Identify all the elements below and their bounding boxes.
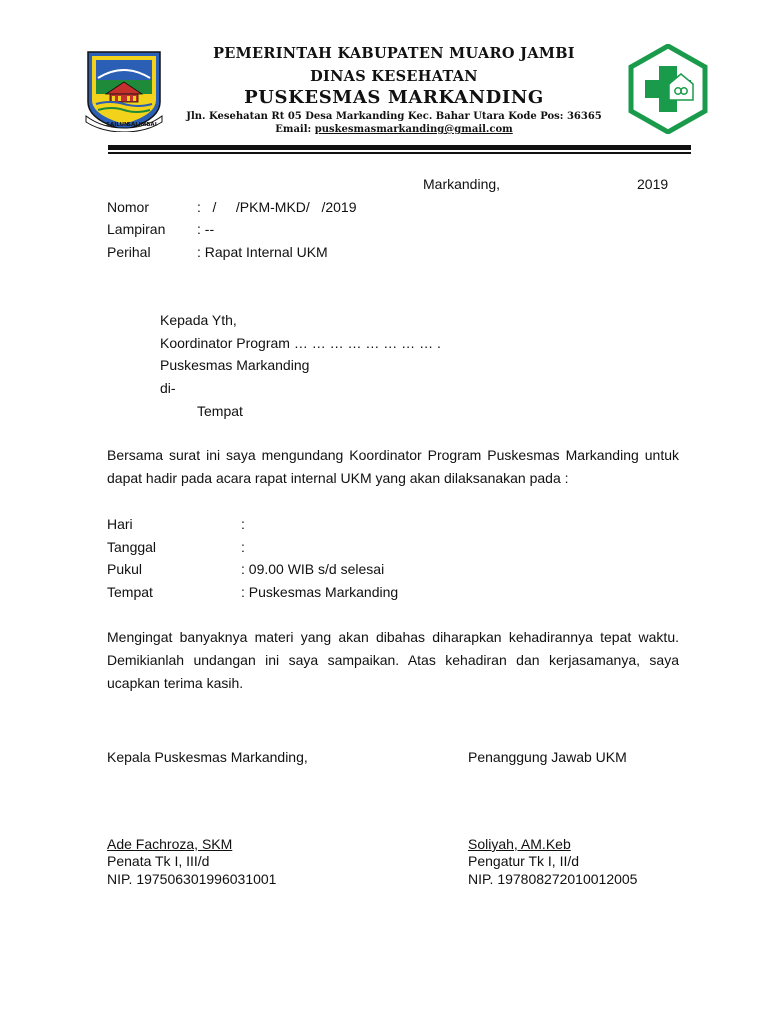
- recipient-position: Koordinator Program … … … … … … … … .: [160, 335, 441, 351]
- lampiran-value: : --: [197, 221, 215, 237]
- signature-left-name: Ade Fachroza, SKM: [107, 836, 233, 852]
- signature-left-rank: Penata Tk I, III/d: [107, 853, 210, 869]
- schedule-label-place: Tempat: [107, 584, 153, 600]
- lampiran-label: Lampiran: [107, 221, 166, 237]
- schedule-value-place: : Puskesmas Markanding: [241, 584, 399, 600]
- schedule-value-time: : 09.00 WIB s/d selesai: [241, 561, 385, 577]
- letter-year: 2019: [637, 176, 669, 192]
- recipient-di: di-: [160, 380, 176, 396]
- schedule-label-date: Tanggal: [107, 539, 157, 555]
- schedule-label-day: Hari: [107, 516, 133, 532]
- perihal-value: : Rapat Internal UKM: [197, 244, 328, 260]
- recipient-greeting: Kepada Yth,: [160, 312, 237, 328]
- letterhead-address: Jln. Kesehatan Rt 05 Desa Markanding Kec. Bahar Utara Kode Pos: 36365: [186, 111, 602, 122]
- signature-right-name: Soliyah, AM.Keb: [468, 836, 571, 852]
- letterhead: [0, 0, 768, 160]
- letterhead-email-line: [170, 124, 618, 135]
- signature-left-title: Kepala Puskesmas Markanding,: [107, 749, 308, 765]
- emblem-ribbon-left: SAILUN: [106, 122, 129, 128]
- puskesmas-logo: [623, 44, 713, 134]
- letterhead-government: PEMERINTAH KABUPATEN MUARO JAMBI: [213, 45, 575, 62]
- signature-left-nip: NIP. 197506301996031001: [107, 871, 277, 887]
- place-date: Markanding,: [423, 176, 501, 192]
- signature-right-title: Penanggung Jawab UKM: [468, 749, 627, 765]
- letterhead-divider-thin: [108, 152, 691, 154]
- recipient-place: Tempat: [197, 403, 243, 419]
- nomor-value: : / /PKM-MKD/ /2019: [197, 199, 357, 215]
- letterhead-department: DINAS KESEHATAN: [310, 68, 478, 85]
- body-paragraph-invitation: Bersama surat ini saya mengundang Koordinator Program Puskesmas Markanding untuk dapat hadir pada acara rapat internal UKM yang akan dilaksanakan pada :: [107, 447, 679, 486]
- signature-right-rank: Pengatur Tk I, II/d: [468, 853, 580, 869]
- letterhead-divider-thick: [108, 145, 691, 150]
- recipient-institution: Puskesmas Markanding: [160, 357, 310, 373]
- schedule-label-time: Pukul: [107, 561, 143, 577]
- perihal-label: Perihal: [107, 244, 151, 260]
- body-paragraph-closing: Mengingat banyaknya materi yang akan dibahas diharapkan kehadirannya tepat waktu. Demikianlah undangan ini saya sampaikan. Atas kehadiran dan kerjasamanya, saya ucapkan terima kasih.: [107, 629, 679, 691]
- letterhead-institution: PUSKESMAS MARKANDING: [244, 87, 544, 108]
- emblem-ribbon-right: SALIMBAI: [127, 122, 157, 128]
- email-label: Email:: [275, 124, 312, 135]
- schedule-value-date: :: [241, 539, 245, 555]
- muaro-jambi-emblem-logo: [82, 48, 166, 132]
- nomor-label: Nomor: [107, 199, 150, 215]
- schedule-value-day: :: [241, 516, 245, 532]
- email-address: puskesmasmarkanding@gmail.com: [314, 124, 513, 135]
- signature-right-nip: NIP. 197808272010012005: [468, 871, 638, 887]
